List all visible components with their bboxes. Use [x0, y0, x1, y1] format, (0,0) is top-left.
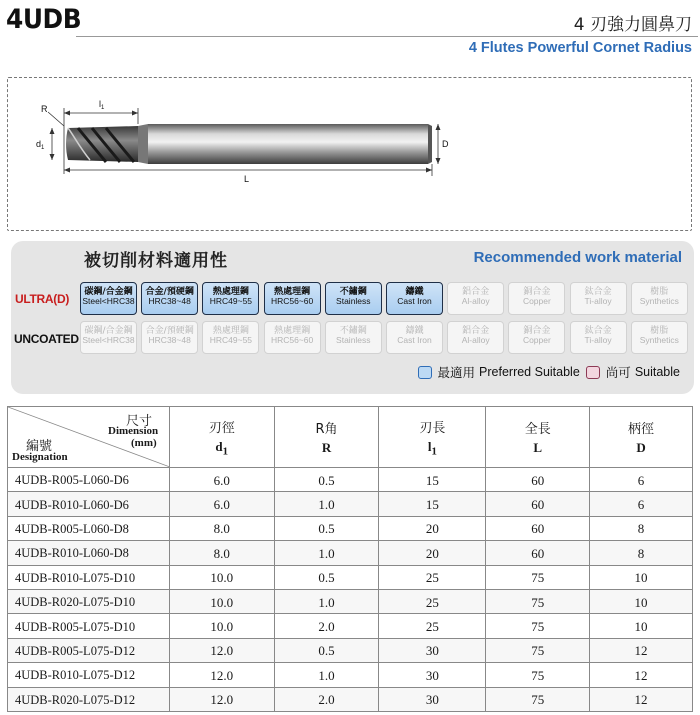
- shank-body: [148, 124, 428, 164]
- material-chip-en: Synthetics: [639, 296, 679, 307]
- material-chip-en: Synthetics: [639, 335, 679, 346]
- material-chip-zh: 合金/預硬鋼: [145, 287, 194, 297]
- designation-cell: 4UDB-R010-L060-D6: [8, 492, 170, 516]
- table-cell: 10.0: [169, 589, 274, 613]
- material-chip: [264, 282, 321, 315]
- material-chip-zh: 不鏽鋼: [339, 326, 367, 336]
- table-cell: 10: [590, 589, 693, 613]
- table-cell: 1.0: [274, 541, 379, 565]
- material-title-chinese: 被切削材料適用性: [84, 251, 228, 271]
- material-chip-zh: 鈦合金: [584, 287, 612, 297]
- material-chip-en: Steel<HRC38: [82, 296, 135, 307]
- label-r: R: [41, 104, 48, 114]
- table-cell: 75: [486, 565, 590, 589]
- material-chip-en: Steel<HRC38: [82, 335, 135, 346]
- designation-cell: 4UDB-R020-L075-D10: [8, 589, 170, 613]
- corner-designation-en: Designation: [12, 451, 68, 463]
- row-label-uncoated: UNCOATED: [14, 332, 79, 346]
- material-chip-en: Ti-alloy: [584, 296, 612, 307]
- legend-suitable-zh: 尚可: [605, 365, 631, 380]
- table-cell: 1.0: [274, 663, 379, 687]
- material-chip: [631, 321, 688, 354]
- material-chip-zh: 鋁合金: [462, 287, 490, 297]
- header-flute-length: 刃長 $l_1$: [379, 407, 486, 468]
- table-cell: 30: [379, 663, 486, 687]
- material-chip-zh: 合金/預硬鋼: [145, 326, 194, 336]
- table-cell: 0.5: [274, 468, 379, 492]
- table-cell: 6: [590, 492, 693, 516]
- material-chip-zh: 熱處理鋼: [212, 326, 249, 336]
- dimension-table: [7, 406, 693, 712]
- table-row: [8, 468, 693, 492]
- material-chip-en: HRC56~60: [270, 335, 314, 346]
- header-corner: [8, 407, 170, 468]
- material-chip-en: HRC56~60: [270, 296, 314, 307]
- material-chip: [325, 282, 382, 315]
- material-chip-zh: 鈦合金: [584, 326, 612, 336]
- designation-cell: 4UDB-R010-L075-D12: [8, 663, 170, 687]
- corner-dimension-zh: 尺寸: [126, 414, 153, 429]
- table-cell: 8.0: [169, 541, 274, 565]
- model-code: 4UDB: [6, 4, 82, 35]
- table-cell: 15: [379, 492, 486, 516]
- material-chip-en: Al-alloy: [461, 296, 490, 307]
- header-overall-length: 全長 L: [486, 407, 590, 468]
- row-label-ultra: ULTRA(D): [15, 292, 70, 306]
- material-chip: [508, 282, 565, 315]
- legend-preferred-en: Preferred Suitable: [479, 365, 580, 379]
- table-cell: 60: [486, 468, 590, 492]
- table-cell: 0.5: [274, 516, 379, 540]
- suitable-swatch: [586, 366, 600, 379]
- table-cell: 75: [486, 589, 590, 613]
- table-cell: 10: [590, 614, 693, 638]
- table-row: [8, 687, 693, 711]
- table-cell: 75: [486, 638, 590, 662]
- designation-cell: 4UDB-R005-L060-D8: [8, 516, 170, 540]
- table-cell: 60: [486, 516, 590, 540]
- material-chip: [202, 282, 259, 315]
- table-cell: 8: [590, 516, 693, 540]
- material-chip-en: Ti-alloy: [584, 335, 612, 346]
- material-chip: [325, 321, 382, 354]
- end-mill-drawing: [8, 78, 693, 232]
- corner-dimension-en: Dimension: [108, 425, 159, 437]
- table-cell: 0.5: [274, 565, 379, 589]
- table-row: [8, 541, 693, 565]
- material-chip-en: HRC38~48: [148, 335, 191, 346]
- table-cell: 8: [590, 541, 693, 565]
- table-row: [8, 614, 693, 638]
- material-chip-en: Copper: [522, 335, 551, 346]
- material-chip-zh: 銅合金: [523, 326, 551, 336]
- table-cell: 1.0: [274, 492, 379, 516]
- material-chip: [570, 321, 627, 354]
- header-corner-radius: R角 R: [274, 407, 379, 468]
- header-cutting-diameter: 刃徑 $d_1$: [169, 407, 274, 468]
- table-body: [8, 468, 693, 712]
- shank-end-chamfer: [428, 124, 432, 164]
- label-d: D: [442, 139, 449, 149]
- table-cell: 2.0: [274, 687, 379, 711]
- suitability-legend: [418, 363, 680, 381]
- leader-r: [48, 112, 64, 126]
- material-chip: [447, 282, 504, 315]
- material-chip: [386, 321, 443, 354]
- material-chip-zh: 熱處理鋼: [274, 287, 311, 297]
- material-chip-zh: 熱處理鋼: [212, 287, 249, 297]
- table-cell: 6.0: [169, 468, 274, 492]
- material-chip: [141, 282, 198, 315]
- table-cell: 20: [379, 516, 486, 540]
- material-chip: [570, 282, 627, 315]
- material-chip: [264, 321, 321, 354]
- material-suitability-panel: [11, 241, 694, 394]
- material-chip: [631, 282, 688, 315]
- material-chip-en: HRC49~55: [209, 335, 253, 346]
- table-cell: 10.0: [169, 614, 274, 638]
- material-chip-zh: 碳鋼/合金鋼: [84, 326, 133, 336]
- table-cell: 30: [379, 638, 486, 662]
- header-rule: [76, 36, 698, 37]
- material-chip: [202, 321, 259, 354]
- table-cell: 75: [486, 687, 590, 711]
- table-cell: 6.0: [169, 492, 274, 516]
- designation-cell: 4UDB-R010-L060-D8: [8, 541, 170, 565]
- corner-designation-zh: 編號: [26, 439, 53, 454]
- legend-preferred-zh: 最適用: [437, 365, 476, 380]
- material-title-english: Recommended work material: [473, 249, 682, 266]
- header-shank-diameter: 柄徑 D: [590, 407, 693, 468]
- legend-suitable-en: Suitable: [634, 365, 680, 379]
- table-cell: 2.0: [274, 614, 379, 638]
- designation-cell: 4UDB-R005-L060-D6: [8, 468, 170, 492]
- label-l1: $l_1$: [99, 99, 105, 111]
- material-chip: [141, 321, 198, 354]
- material-chip-en: HRC49~55: [209, 296, 253, 307]
- material-chip: [386, 282, 443, 315]
- material-chip-zh: 不鏽鋼: [339, 287, 367, 297]
- table-cell: 1.0: [274, 589, 379, 613]
- material-chip-zh: 樹脂: [650, 326, 669, 336]
- title-english: 4 Flutes Powerful Cornet Radius: [468, 40, 692, 56]
- label-l: L: [244, 174, 250, 184]
- material-chip-zh: 樹脂: [650, 287, 669, 297]
- material-chip-zh: 碳鋼/合金鋼: [84, 287, 133, 297]
- table-cell: 12: [590, 638, 693, 662]
- table-cell: 75: [486, 663, 590, 687]
- material-chip-en: Copper: [522, 296, 551, 307]
- table-cell: 12.0: [169, 638, 274, 662]
- table-cell: 30: [379, 687, 486, 711]
- table-cell: 25: [379, 589, 486, 613]
- designation-cell: 4UDB-R010-L075-D10: [8, 565, 170, 589]
- table-cell: 10.0: [169, 565, 274, 589]
- material-chip: [80, 321, 137, 354]
- table-cell: 12: [590, 663, 693, 687]
- material-chip-zh: 熱處理鋼: [274, 326, 311, 336]
- page-header: [0, 0, 700, 70]
- table-row: [8, 638, 693, 662]
- material-chip-en: Cast Iron: [397, 335, 432, 346]
- table-cell: 25: [379, 614, 486, 638]
- material-chip-zh: 鑄鐵: [405, 287, 424, 297]
- material-chip: [80, 282, 137, 315]
- table-cell: 10: [590, 565, 693, 589]
- label-d1: $d_1$: [36, 139, 45, 151]
- material-chip: [447, 321, 504, 354]
- table-row: [8, 565, 693, 589]
- material-chip-en: HRC38~48: [148, 296, 191, 307]
- table-cell: 8.0: [169, 516, 274, 540]
- table-cell: 75: [486, 614, 590, 638]
- table-cell: 12.0: [169, 663, 274, 687]
- title-chinese: 4 刃強力圓鼻刀: [573, 15, 692, 35]
- material-chip-zh: 鋁合金: [462, 326, 490, 336]
- corner-unit: (mm): [131, 437, 157, 449]
- table-cell: 6: [590, 468, 693, 492]
- table-row: [8, 589, 693, 613]
- material-chip-en: Stainless: [336, 296, 371, 307]
- table-row: [8, 663, 693, 687]
- designation-cell: 4UDB-R005-L075-D12: [8, 638, 170, 662]
- material-chip: [508, 321, 565, 354]
- table-cell: 60: [486, 492, 590, 516]
- table-cell: 60: [486, 541, 590, 565]
- table-cell: 15: [379, 468, 486, 492]
- table-header-row: [8, 407, 693, 468]
- neck: [138, 124, 148, 164]
- material-chip-en: Stainless: [336, 335, 371, 346]
- designation-cell: 4UDB-R005-L075-D10: [8, 614, 170, 638]
- table-row: [8, 492, 693, 516]
- tool-drawing-frame: [7, 77, 692, 231]
- table-cell: 12: [590, 687, 693, 711]
- material-chip-zh: 銅合金: [523, 287, 551, 297]
- material-chip-en: Al-alloy: [461, 335, 490, 346]
- table-cell: 0.5: [274, 638, 379, 662]
- material-chip-zh: 鑄鐵: [405, 326, 424, 336]
- table-cell: 20: [379, 541, 486, 565]
- table-row: [8, 516, 693, 540]
- preferred-swatch: [418, 366, 432, 379]
- designation-cell: 4UDB-R020-L075-D12: [8, 687, 170, 711]
- material-chip-en: Cast Iron: [397, 296, 432, 307]
- table-cell: 25: [379, 565, 486, 589]
- table-cell: 12.0: [169, 687, 274, 711]
